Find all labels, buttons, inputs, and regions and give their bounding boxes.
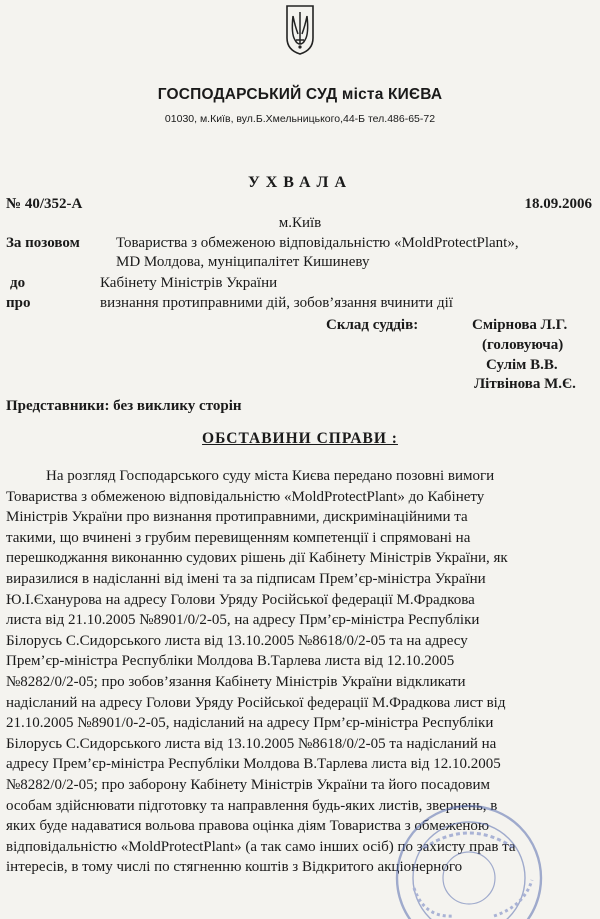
case-circumstances-text bbox=[6, 466, 596, 878]
judge-name: Літвінова М.Є. bbox=[474, 376, 576, 392]
court-name: ГОСПОДАРСЬКИЙ СУД міста КИЄВА bbox=[157, 86, 443, 103]
body-line: надісланий на адресу Голови Уряду Російської федерації М.Фрадкова лист від bbox=[6, 694, 506, 711]
subject-text: визнання протиправними дій, зобов’язання вчинити дії bbox=[100, 295, 453, 311]
plaintiff-label: За позовом bbox=[6, 235, 80, 251]
body-line: особам здійснювати підготовку та направлення будь-яких листів, звернень, в bbox=[6, 797, 498, 814]
body-line: інтересів, в тому числі по стягненню коштів з Відкритого акціонерного bbox=[6, 859, 463, 876]
judge-role: (головуюча) bbox=[482, 337, 564, 353]
body-line: 21.10.2005 №8901/0-2-05, надісланий на адресу Прм’єр-міністра Республіки bbox=[6, 715, 494, 732]
body-line: такими, що вчинені з грубим перевищенням компетенції і спрямовані на bbox=[6, 529, 471, 546]
body-line: №8282/0/2-05; про зобов’язання Кабінету Міністрів України відкликати bbox=[6, 673, 466, 690]
body-line: Ю.І.Єханурова на адресу Голови Уряду Російської федерації М.Фрадкова bbox=[6, 591, 475, 608]
subject-label: про bbox=[6, 295, 31, 311]
body-line: Прем’єр-міністра Республіки Молдова В.Тарлева листа від 12.10.2005 bbox=[6, 653, 455, 670]
plaintiff-text-cont: MD Молдова, муніципалітет Кишиневу bbox=[116, 254, 370, 270]
body-line: №8282/0/2-05; про заборону Кабінету Міністрів України та його посадовим bbox=[6, 776, 491, 793]
body-line: виразилися в надісланні від імені та за підписам Прем’єр-міністра України bbox=[6, 570, 486, 587]
body-line: листа від 21.10.2005 №8901/0/2-05, на адресу Прм’єр-міністра Республіки bbox=[6, 612, 480, 629]
document-city: м.Київ bbox=[278, 215, 322, 231]
judges-label: Склад суддів: bbox=[326, 317, 419, 333]
document-date: 18.09.2006 bbox=[524, 196, 592, 212]
body-line: адресу Прем’єр-міністра Республіки Молдова В.Тарлева листа від 12.10.2005 bbox=[6, 756, 501, 773]
section-heading: ОБСТАВИНИ СПРАВИ : bbox=[202, 430, 398, 447]
body-line: На розгляд Господарського суду міста Києва передано позовні вимоги bbox=[46, 468, 495, 484]
judge-name: Смірнова Л.Г. bbox=[472, 317, 568, 333]
body-line: перешкоджання виконанню судових рішень дії Кабінету Міністрів України, як bbox=[6, 550, 508, 567]
body-line: Товариства з обмеженою відповідальністю «MoldProtectPlant» до Кабінету bbox=[6, 488, 485, 505]
body-line: відповідальністю «MoldProtectPlant» (а так само інших осіб) по захисту прав та bbox=[6, 838, 516, 855]
defendant-label: до bbox=[10, 275, 26, 291]
representatives: Представники: без виклику сторін bbox=[6, 398, 242, 414]
case-number: № 40/352-А bbox=[6, 196, 83, 212]
body-line: яких буде надаватися вольова правова оцінка діям Товариства з обмеженою bbox=[6, 818, 490, 835]
court-address: 01030, м.Київ, вул.Б.Хмельницького,44-Б тел.486-65-72 bbox=[164, 113, 436, 125]
coat-of-arms-icon bbox=[285, 4, 315, 56]
document-title: УХВАЛА bbox=[248, 174, 352, 191]
body-line: Білорусь С.Сидорського листа від 13.10.2005 №8618/0/2-05 та на адресу bbox=[6, 632, 468, 649]
plaintiff-text: Товариства з обмеженою відповідальністю «MoldProtectPlant», bbox=[116, 235, 519, 251]
defendant-text: Кабінету Міністрів України bbox=[100, 275, 278, 291]
judge-name: Сулім В.В. bbox=[486, 357, 558, 373]
body-line: Білорусь С.Сидорського листа від 13.10.2005 №8618/0/2-05 та надісланий на bbox=[6, 735, 497, 752]
body-line: Міністрів України про визнання протиправними, дискримінаційними та bbox=[6, 509, 468, 526]
